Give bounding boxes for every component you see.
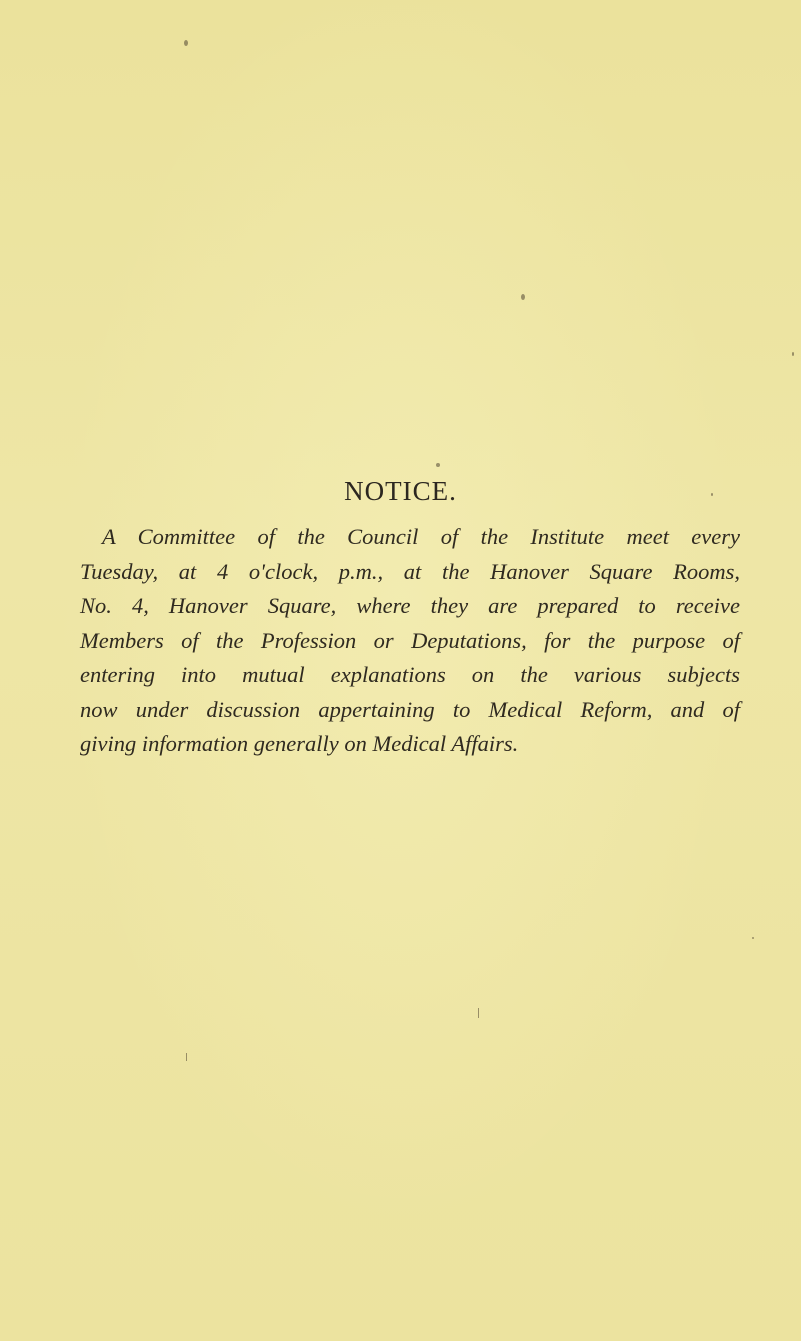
notice-line: Tuesday, at 4 o'clock, p.m., at the Hanover Square Rooms, [80, 558, 740, 584]
paper-speck [184, 40, 188, 46]
notice-body [80, 520, 740, 762]
paper-speck [752, 937, 754, 939]
paper-speck [186, 1053, 187, 1061]
notice-line: A Committee of the Council of the Institute meet every [102, 524, 740, 549]
paper-speck [792, 352, 794, 356]
paper-speck [436, 463, 440, 467]
notice-line: now under discussion appertaining to Medical Reform, and of [80, 696, 740, 722]
paper-speck [478, 1008, 479, 1018]
notice-line: No. 4, Hanover Square, where they are prepared to receive [80, 593, 740, 618]
paper-speck [521, 294, 525, 300]
notice-line: Members of the Profession or Deputations, for the purpose of [80, 627, 740, 653]
notice-title: NOTICE. [344, 476, 457, 506]
notice-line: entering into mutual explanations on the various subjects [80, 662, 740, 687]
notice-line: giving information generally on Medical Affairs. [80, 731, 519, 756]
